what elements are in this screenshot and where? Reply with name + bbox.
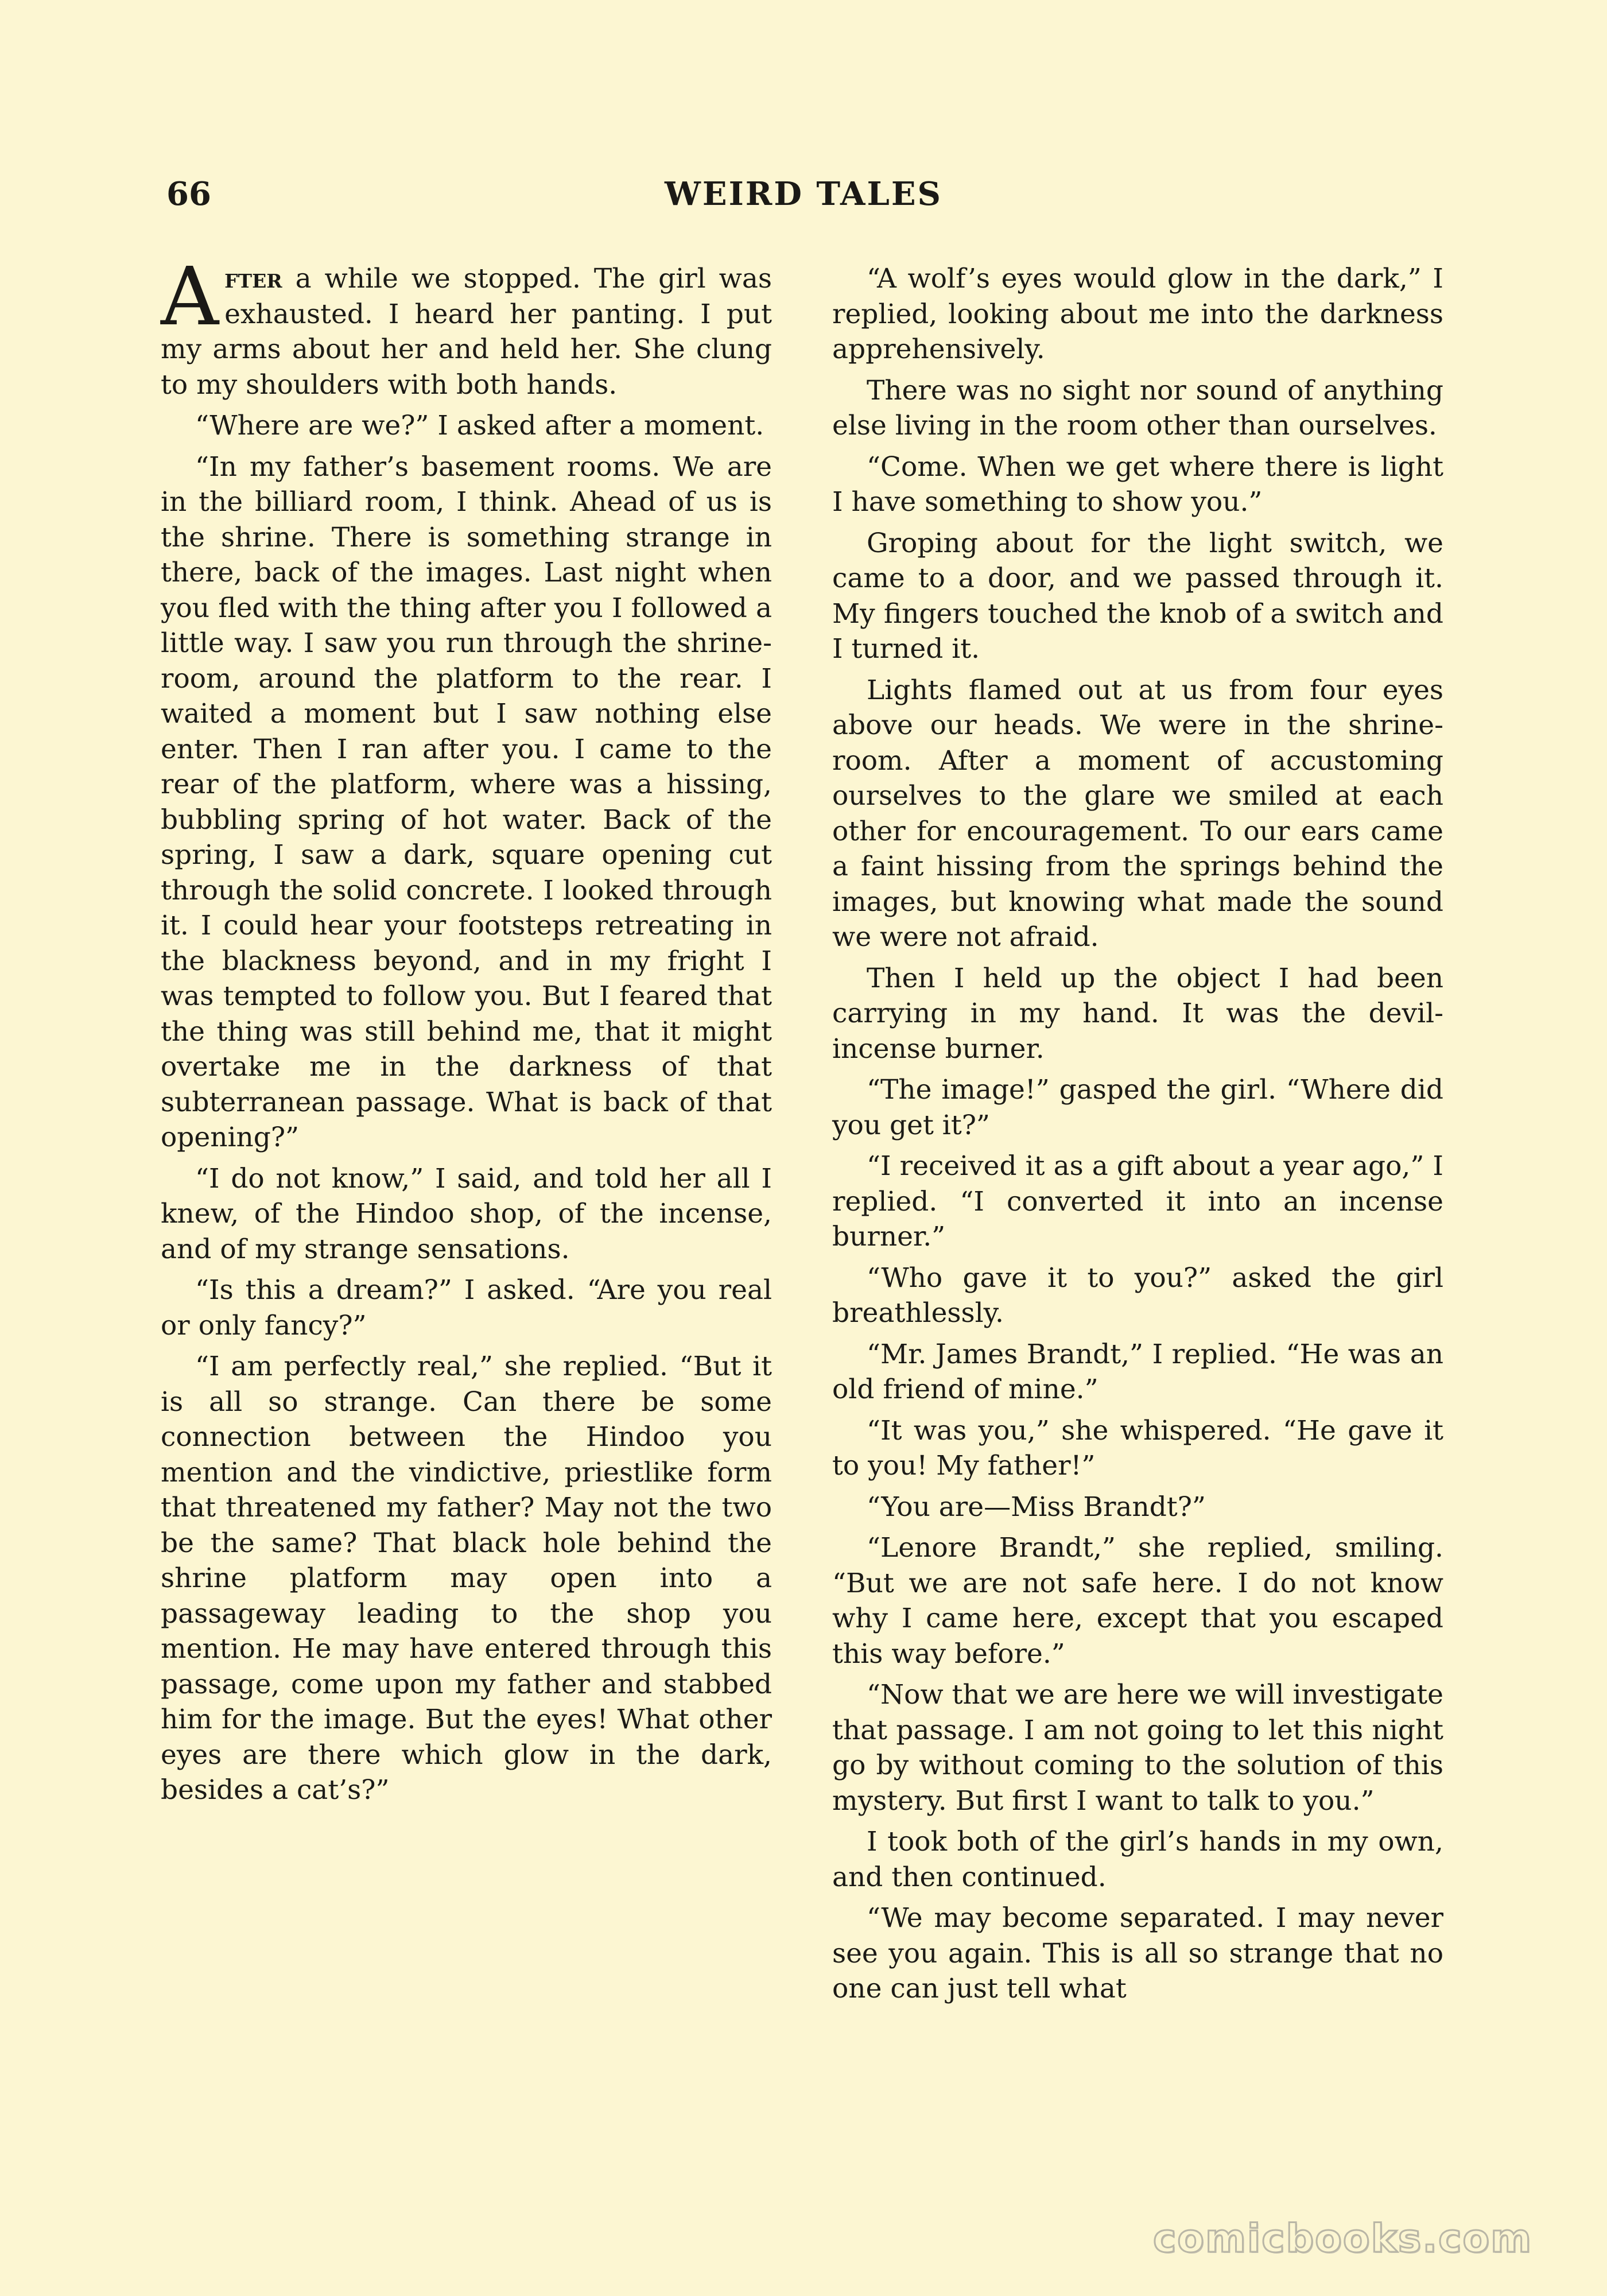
paragraph: “Is this a dream?” I asked. “Are you real or only fancy?” <box>161 1274 772 1341</box>
paragraph: “A wolf’s eyes would glow in the dark,” I replied, looking about me into the darkness apprehensively. <box>832 263 1443 365</box>
paragraph: “You are—Miss Brandt?” <box>867 1491 1206 1523</box>
opening-paragraph-text: a while we stopped. The girl was exhausted. I heard her panting. I put my arms about her and held her. She clung to my shoulders with both hands. <box>161 263 772 401</box>
opening-paragraph <box>161 250 772 402</box>
paragraph: “Lenore Brandt,” she replied, smiling. “But we are not safe here. I do not know why I came here, except that you escaped this way before.” <box>832 1532 1443 1670</box>
paragraph: “Where are we?” I asked after a moment. <box>195 410 764 441</box>
left-text-column <box>161 250 772 1814</box>
paragraph: “I received it as a gift about a year ago,” I replied. “I converted it into an incense burner.” <box>832 1150 1443 1252</box>
paragraph: “In my father’s basement rooms. We are in the billiard room, I think. Ahead of us is the shrine. There is something strange in there, back of the images. Last night when you fled with the thing after you I followed a little way. I saw you run through the shrine-room, around the platform to the rear. I waited a moment but I saw nothing else enter. Then I ran after you. I came to the rear of the platform, where was a hissing, bubbling spring of hot water. Back of the spring, I saw a dark, square opening cut through the solid concrete. I looked through it. I could hear your footsteps retreating in the blackness beyond, and in my fright I was tempted to follow you. But I feared that the thing was still behind me, that it might overtake me in the darkness of that subterranean passage. What is back of that opening?” <box>161 451 772 1153</box>
site-watermark: comicbooks.com <box>1152 2216 1532 2262</box>
paragraph: “Mr. James Brandt,” I replied. “He was an old friend of mine.” <box>832 1338 1443 1405</box>
paragraph: “Who gave it to you?” asked the girl breathlessly. <box>832 1262 1443 1329</box>
paragraph: “The image!” gasped the girl. “Where did you get it?” <box>832 1074 1443 1141</box>
drop-cap: A <box>161 250 219 344</box>
paragraph: Then I held up the object I had been carrying in my hand. It was the devil-incense burner. <box>832 962 1443 1065</box>
opening-word-rest: fter <box>224 263 282 294</box>
paragraph: Lights flamed out at us from four eyes above our heads. We were in the shrine-room. After a moment of accustoming ourselves to the glare we smiled at each other for encouragement. To our ears came a faint hissing from the springs behind the images, but knowing what made the sound we were not afraid. <box>832 674 1443 953</box>
paragraph: “We may become separated. I may never see you again. This is all so strange that no one can just tell what <box>832 1902 1443 2004</box>
paragraph: I took both of the girl’s hands in my own, and then continued. <box>832 1826 1443 1893</box>
page-number: 66 <box>166 175 211 213</box>
paragraph: “I do not know,” I said, and told her all I knew, of the Hindoo shop, of the incense, and of my strange sensations. <box>161 1162 772 1265</box>
paragraph: “It was you,” she whispered. “He gave it to you! My father!” <box>832 1414 1443 1481</box>
running-title: WEIRD TALES <box>665 175 942 213</box>
paragraph: There was no sight nor sound of anything else living in the room other than ourselves. <box>832 374 1443 441</box>
right-text-column <box>832 261 1443 2012</box>
paragraph: “Now that we are here we will investigate that passage. I am not going to let this night go by without coming to the solution of this mystery. But first I want to talk to you.” <box>832 1679 1443 1817</box>
page-header <box>166 175 1441 221</box>
paragraph: “I am perfectly real,” she replied. “But it is all so strange. Can there be some connection between the Hindoo you mention and the vindictive, priestlike form that threatened my father? May not the two be the same? That black hole behind the shrine platform may open into a passageway leading to the shop you mention. He may have entered through this passage, come upon my father and stabbed him for the image. But the eyes! What other eyes are there which glow in the dark, besides a cat’s?” <box>161 1351 772 1806</box>
paragraph: Groping about for the light switch, we came to a door, and we passed through it. My fingers touched the knob of a switch and I turned it. <box>832 527 1443 665</box>
paragraph: “Come. When we get where there is light I have something to show you.” <box>832 451 1443 518</box>
